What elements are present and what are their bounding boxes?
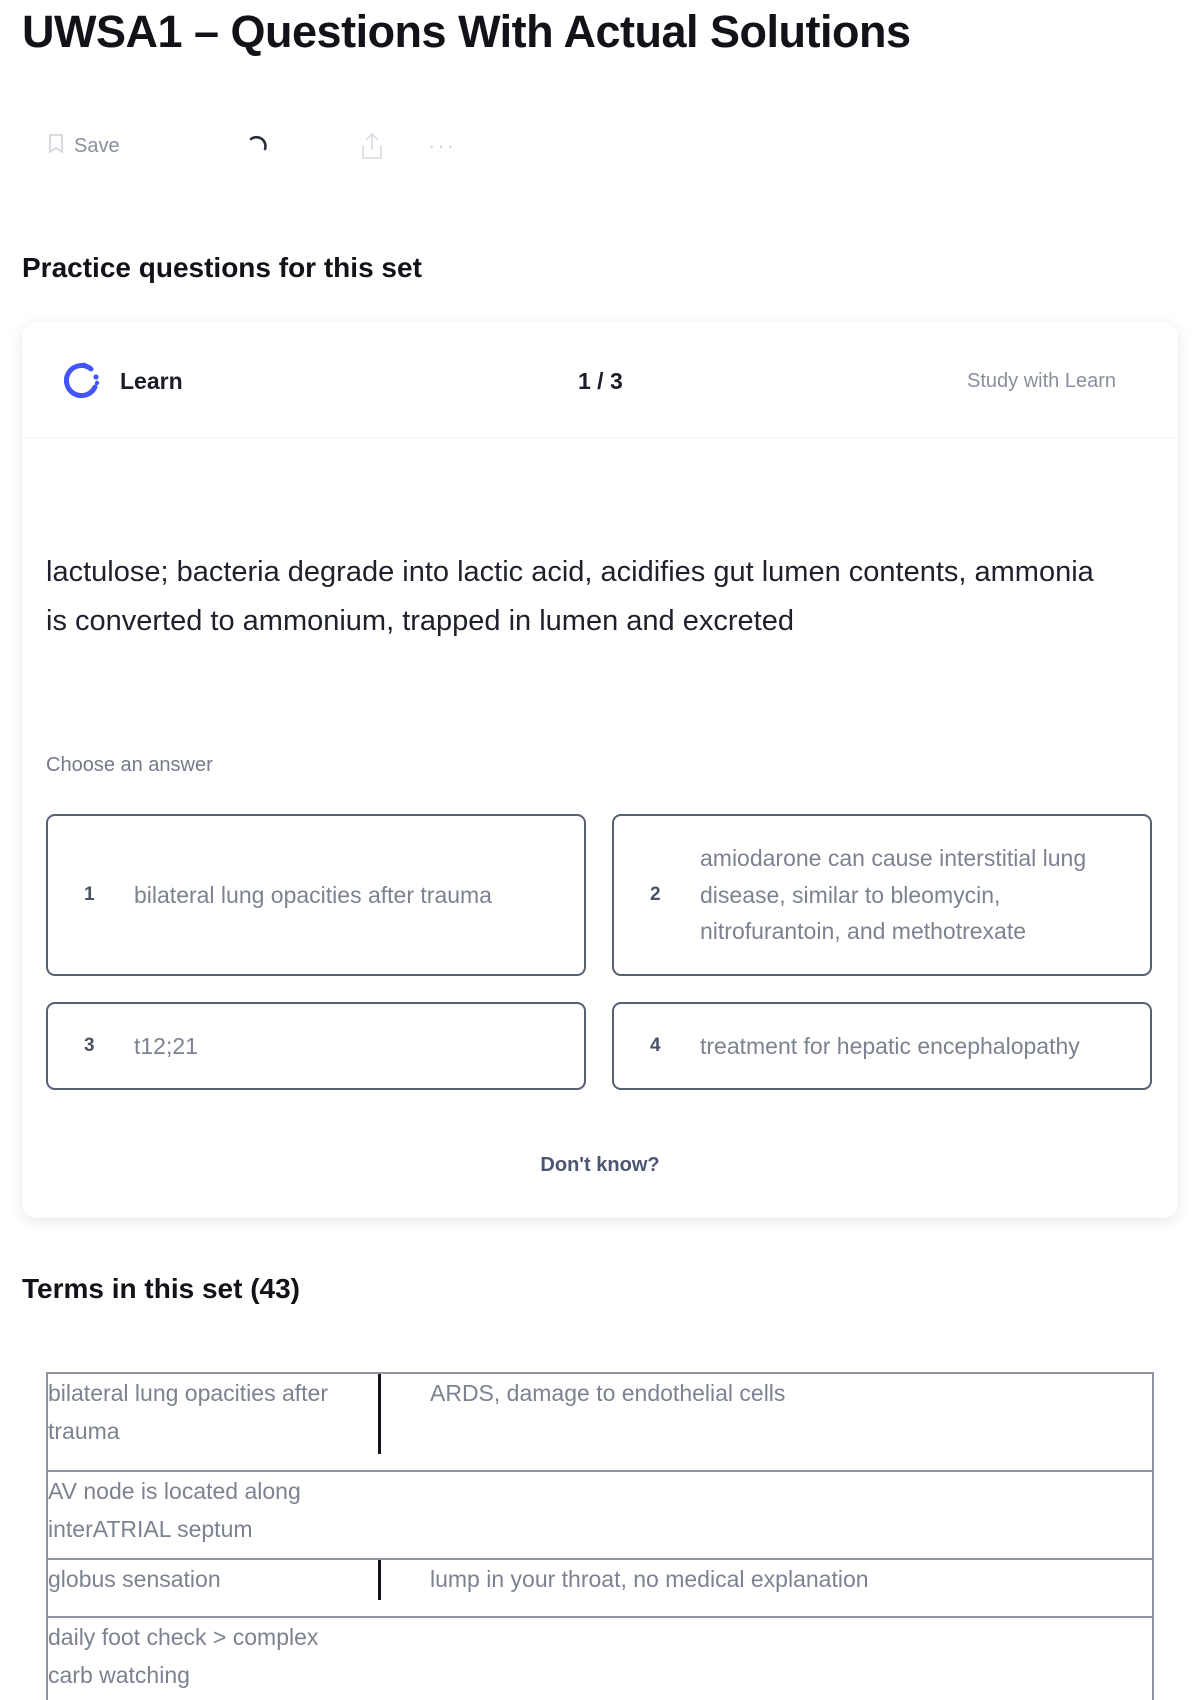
option-text: treatment for hepatic encephalopathy bbox=[700, 1032, 1080, 1059]
column-divider bbox=[378, 1560, 381, 1600]
dont-know-button[interactable]: Don't know? bbox=[540, 1154, 660, 1176]
learn-header bbox=[22, 322, 1178, 438]
table-row bbox=[48, 1560, 1152, 1618]
study-with-learn-link[interactable]: Study with Learn bbox=[967, 370, 1116, 392]
page-title: UWSA1 – Questions With Actual Solutions bbox=[22, 6, 911, 57]
terms-table bbox=[46, 1372, 1154, 1700]
option-number: 3 bbox=[84, 1035, 95, 1056]
save-button[interactable] bbox=[48, 126, 120, 166]
table-row bbox=[48, 1374, 1152, 1472]
option-number: 4 bbox=[650, 1035, 661, 1056]
term-word: daily foot check > complex carb watching bbox=[48, 1624, 319, 1688]
set-toolbar bbox=[48, 126, 488, 166]
term-definition: lump in your throat, no medical explanation bbox=[430, 1566, 869, 1592]
more-options-icon[interactable]: ··· bbox=[428, 133, 456, 158]
term-word: AV node is located along interATRIAL septum bbox=[48, 1478, 301, 1542]
learn-mode-label: Learn bbox=[120, 368, 183, 394]
table-row bbox=[48, 1618, 1152, 1700]
table-row bbox=[48, 1472, 1152, 1560]
choose-answer-label: Choose an answer bbox=[46, 754, 213, 776]
terms-heading: Terms in this set (43) bbox=[22, 1273, 301, 1304]
learn-card bbox=[22, 322, 1178, 1218]
option-text: amiodarone can cause interstitial lung disease, similar to bleomycin, nitrofurantoin, and methotrexate bbox=[700, 845, 1087, 945]
save-label: Save bbox=[74, 134, 120, 157]
answer-option-4[interactable] bbox=[612, 1002, 1152, 1090]
term-word: bilateral lung opacities after trauma bbox=[48, 1380, 328, 1444]
option-text: t12;21 bbox=[134, 1032, 198, 1059]
question-prompt: lactulose; bacteria degrade into lactic acid, acidifies gut lumen contents, ammonia is converted to ammonium, trapped in lumen and excreted bbox=[46, 556, 1094, 637]
option-text: bilateral lung opacities after trauma bbox=[134, 881, 492, 908]
answer-option-3[interactable] bbox=[46, 1002, 586, 1090]
learn-logo-icon bbox=[60, 360, 102, 402]
practice-heading: Practice questions for this set bbox=[22, 252, 422, 283]
answer-option-1[interactable] bbox=[46, 814, 586, 976]
option-number: 1 bbox=[84, 884, 95, 905]
term-definition: ARDS, damage to endothelial cells bbox=[430, 1380, 786, 1406]
term-word: globus sensation bbox=[48, 1566, 221, 1592]
question-progress: 1 / 3 bbox=[578, 368, 623, 394]
share-icon[interactable] bbox=[360, 126, 384, 166]
loading-spinner-icon bbox=[238, 126, 278, 166]
answer-option-2[interactable] bbox=[612, 814, 1152, 976]
bookmark-icon bbox=[48, 134, 64, 159]
column-divider bbox=[378, 1374, 381, 1454]
option-number: 2 bbox=[650, 884, 661, 905]
